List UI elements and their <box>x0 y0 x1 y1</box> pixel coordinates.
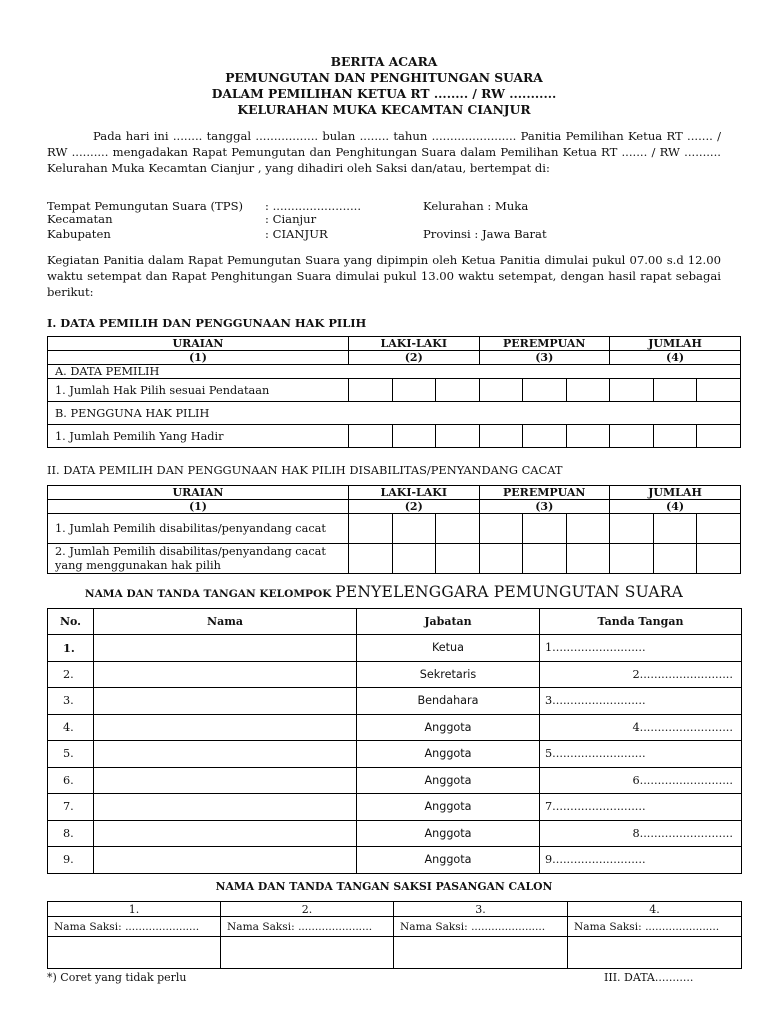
witness-num-1: 1. <box>48 902 221 917</box>
committee-name-cell[interactable] <box>94 820 357 847</box>
header-num-3: (3) <box>479 500 610 514</box>
committee-row <box>48 741 742 768</box>
committee-name-cell[interactable] <box>94 661 357 688</box>
committee-name-cell[interactable] <box>94 794 357 821</box>
kecamatan-value: : Cianjur <box>265 212 317 226</box>
input-cell[interactable] <box>566 425 610 448</box>
row-disabilitas-label: 1. Jumlah Pemilih disabilitas/penyandang cacat <box>48 514 349 544</box>
committee-signature[interactable]: 4.......................... <box>540 714 742 741</box>
voter-data-table <box>47 336 741 448</box>
header-num-2: (2) <box>349 500 480 514</box>
committee-signature[interactable]: 7.......................... <box>540 794 742 821</box>
provinsi-field: Provinsi : Jawa Barat <box>423 227 547 241</box>
committee-jabatan: Anggota <box>357 714 540 741</box>
row-disabilitas-hak-pilih-label: 2. Jumlah Pemilih disabilitas/penyandang cacat yang menggunakan hak pilih <box>48 544 349 574</box>
committee-signature[interactable]: 8.......................... <box>540 820 742 847</box>
committee-jabatan: Bendahara <box>357 688 540 715</box>
committee-signature[interactable]: 1.......................... <box>540 635 742 662</box>
header-laki: LAKI-LAKI <box>349 337 480 351</box>
committee-row <box>48 635 742 662</box>
header-nama: Nama <box>94 609 357 635</box>
input-cell[interactable] <box>566 379 610 402</box>
witness-name-field[interactable]: Nama Saksi: ...................... <box>394 917 568 937</box>
witness-name-field[interactable]: Nama Saksi: ...................... <box>48 917 221 937</box>
header-perempuan: PEREMPUAN <box>479 337 610 351</box>
committee-row-number: 9. <box>48 847 94 874</box>
row-hak-pilih-label: 1. Jumlah Hak Pilih sesuai Pendataan <box>48 379 349 402</box>
input-cell[interactable] <box>653 379 697 402</box>
committee-title-big: PENYELENGGARA PEMUNGUTAN SUARA <box>335 583 684 601</box>
kelurahan-field: Kelurahan : Muka <box>423 199 529 213</box>
committee-row-number: 7. <box>48 794 94 821</box>
footer-note: *) Coret yang tidak perlu <box>47 971 187 984</box>
committee-row-number: 6. <box>48 767 94 794</box>
committee-table <box>47 608 742 874</box>
committee-name-cell[interactable] <box>94 767 357 794</box>
committee-row <box>48 714 742 741</box>
input-cell[interactable] <box>610 425 654 448</box>
witness-num-4: 4. <box>568 902 742 917</box>
input-cell[interactable] <box>697 379 741 402</box>
committee-signature[interactable]: 3.......................... <box>540 688 742 715</box>
committee-name-cell[interactable] <box>94 688 357 715</box>
doc-title-line3: DALAM PEMILIHAN KETUA RT ........ / RW ........... <box>211 86 557 101</box>
witness-signature-box[interactable] <box>568 937 742 969</box>
committee-row <box>48 688 742 715</box>
header-jumlah: JUMLAH <box>610 486 741 500</box>
committee-signature[interactable]: 6.......................... <box>540 767 742 794</box>
header-uraian: URAIAN <box>48 486 349 500</box>
group-a-label: A. DATA PEMILIH <box>48 365 741 379</box>
committee-jabatan: Anggota <box>357 767 540 794</box>
input-cell[interactable] <box>523 425 567 448</box>
doc-title-line2: PEMUNGUTAN DAN PENGHITUNGAN SUARA <box>225 70 543 85</box>
committee-title-small: NAMA DAN TANDA TANGAN KELOMPOK <box>84 588 332 600</box>
committee-row-number: 2. <box>48 661 94 688</box>
meeting-paragraph: Kegiatan Panitia dalam Rapat Pemungutan Suara yang dipimpin oleh Ketua Panitia dimulai pukul 07.00 s.d 12.00 waktu setempat dan Rapat Penghitungan Suara dimulai pukul 13.00 waktu setempat, dengan hasil rapat sebagai berikut: <box>47 253 721 299</box>
committee-jabatan: Anggota <box>357 820 540 847</box>
committee-row <box>48 767 742 794</box>
input-cell[interactable] <box>436 544 480 574</box>
input-cell[interactable] <box>349 544 393 574</box>
committee-row <box>48 661 742 688</box>
header-tanda-tangan: Tanda Tangan <box>540 609 742 635</box>
footer-next-section: III. DATA........... <box>604 971 694 984</box>
input-cell[interactable] <box>479 514 523 544</box>
committee-row <box>48 847 742 874</box>
kabupaten-value: : CIANJUR <box>265 227 328 241</box>
doc-title-line1: BERITA ACARA <box>330 54 438 69</box>
header-laki: LAKI-LAKI <box>349 486 480 500</box>
committee-row-number: 3. <box>48 688 94 715</box>
doc-title-line4: KELURAHAN MUKA KECAMTAN CIANJUR <box>237 102 531 117</box>
input-cell[interactable] <box>392 514 436 544</box>
tps-label: Tempat Pemungutan Suara (TPS) <box>47 199 244 213</box>
header-num-2: (2) <box>349 351 480 365</box>
committee-jabatan: Sekretaris <box>357 661 540 688</box>
input-cell[interactable] <box>436 514 480 544</box>
group-b-label: B. PENGGUNA HAK PILIH <box>48 402 741 425</box>
committee-jabatan: Anggota <box>357 847 540 874</box>
committee-row <box>48 820 742 847</box>
witness-signature-box[interactable] <box>394 937 568 969</box>
header-num-1: (1) <box>48 500 349 514</box>
input-cell[interactable] <box>610 379 654 402</box>
committee-title <box>0 583 768 601</box>
input-cell[interactable] <box>392 544 436 574</box>
committee-row <box>48 794 742 821</box>
witness-title: NAMA DAN TANDA TANGAN SAKSI PASANGAN CALON <box>215 880 553 893</box>
input-cell[interactable] <box>653 425 697 448</box>
committee-row-number: 1. <box>48 635 94 662</box>
section2-title: II. DATA PEMILIH DAN PENGGUNAAN HAK PILIH DISABILITAS/PENYANDANG CACAT <box>47 463 563 477</box>
committee-row-number: 4. <box>48 714 94 741</box>
input-cell[interactable] <box>436 425 480 448</box>
input-cell[interactable] <box>479 544 523 574</box>
input-cell[interactable] <box>697 544 741 574</box>
committee-signature[interactable]: 2.......................... <box>540 661 742 688</box>
input-cell[interactable] <box>566 544 610 574</box>
input-cell[interactable] <box>436 379 480 402</box>
committee-name-cell[interactable] <box>94 847 357 874</box>
input-cell[interactable] <box>392 425 436 448</box>
row-pemilih-hadir-label: 1. Jumlah Pemilih Yang Hadir <box>48 425 349 448</box>
witness-name-field[interactable]: Nama Saksi: ...................... <box>568 917 742 937</box>
input-cell[interactable] <box>653 544 697 574</box>
header-perempuan: PEREMPUAN <box>479 486 610 500</box>
committee-name-cell[interactable] <box>94 714 357 741</box>
input-cell[interactable] <box>697 514 741 544</box>
intro-paragraph <box>47 128 721 176</box>
input-cell[interactable] <box>479 379 523 402</box>
kecamatan-label: Kecamatan <box>47 212 113 226</box>
intro-text: Pada hari ini ........ tanggal ................. bulan ........ tahun ....................... Panitia Pemilihan Ketua RT ....... / RW .......... mengadakan Rapat Pemungutan dan Penghitungan Suara dalam Pemilihan Ketua RT ....... / RW .......... Kelurahan Muka Kecamtan Cianjur , yang dihadiri oleh Saksi dan/atau, bertempat di: <box>47 129 721 175</box>
committee-jabatan: Anggota <box>357 794 540 821</box>
input-cell[interactable] <box>523 544 567 574</box>
input-cell[interactable] <box>653 514 697 544</box>
witness-num-2: 2. <box>221 902 394 917</box>
header-num-4: (4) <box>610 351 741 365</box>
header-num-4: (4) <box>610 500 741 514</box>
committee-signature[interactable]: 9.......................... <box>540 847 742 874</box>
kabupaten-label: Kabupaten <box>47 227 111 241</box>
input-cell[interactable] <box>566 514 610 544</box>
committee-row-number: 8. <box>48 820 94 847</box>
committee-name-cell[interactable] <box>94 741 357 768</box>
input-cell[interactable] <box>697 425 741 448</box>
header-no: No. <box>48 609 94 635</box>
tps-value: : ........................ <box>265 199 362 213</box>
committee-jabatan: Anggota <box>357 741 540 768</box>
input-cell[interactable] <box>523 514 567 544</box>
witness-signature-box[interactable] <box>221 937 394 969</box>
input-cell[interactable] <box>392 379 436 402</box>
header-uraian: URAIAN <box>48 337 349 351</box>
committee-signature[interactable]: 5.......................... <box>540 741 742 768</box>
witness-table <box>47 901 742 969</box>
section1-title: I. DATA PEMILIH DAN PENGGUNAAN HAK PILIH <box>47 316 367 330</box>
committee-jabatan: Ketua <box>357 635 540 662</box>
input-cell[interactable] <box>349 425 393 448</box>
input-cell[interactable] <box>610 544 654 574</box>
witness-signature-box[interactable] <box>48 937 221 969</box>
header-jabatan: Jabatan <box>357 609 540 635</box>
input-cell[interactable] <box>349 379 393 402</box>
header-num-1: (1) <box>48 351 349 365</box>
disability-data-table <box>47 485 741 574</box>
witness-name-field[interactable]: Nama Saksi: ...................... <box>221 917 394 937</box>
committee-name-cell[interactable] <box>94 635 357 662</box>
input-cell[interactable] <box>523 379 567 402</box>
input-cell[interactable] <box>349 514 393 544</box>
committee-row-number: 5. <box>48 741 94 768</box>
header-num-3: (3) <box>479 351 610 365</box>
input-cell[interactable] <box>610 514 654 544</box>
header-jumlah: JUMLAH <box>610 337 741 351</box>
witness-num-3: 3. <box>394 902 568 917</box>
input-cell[interactable] <box>479 425 523 448</box>
